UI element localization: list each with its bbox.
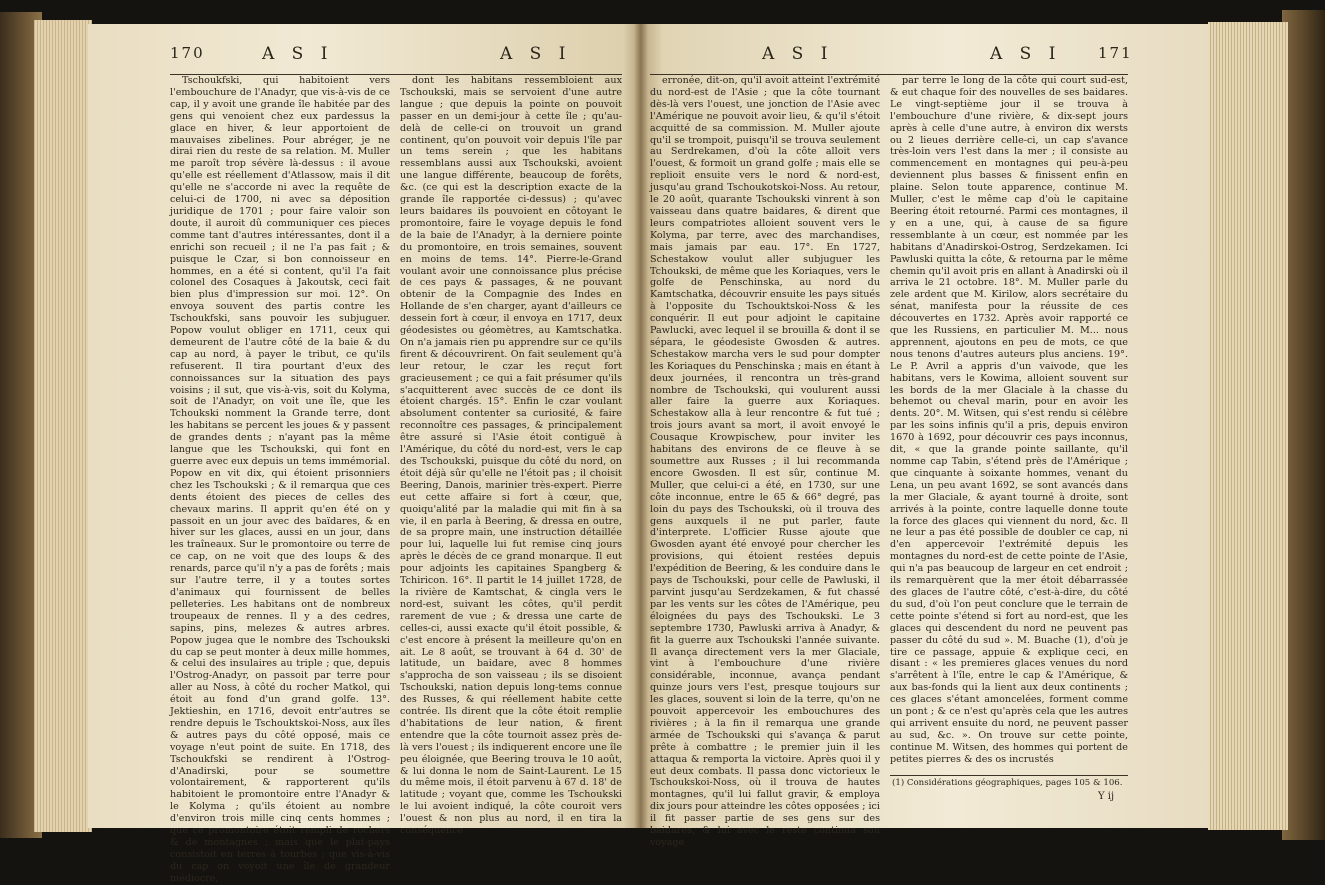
right-running-head-1: A S I bbox=[762, 44, 834, 64]
right-running-head-2: A S I bbox=[990, 44, 1062, 64]
footnote: (1) Considérations géographiques, pages 105 & 106. bbox=[892, 778, 1123, 788]
right-page-column-2 bbox=[890, 75, 1128, 773]
right-page-header bbox=[650, 44, 1133, 74]
page-stack-right bbox=[1208, 22, 1288, 830]
page-stack-left bbox=[34, 20, 92, 832]
left-running-head-2: A S I bbox=[500, 44, 572, 64]
left-column-2-text: dont les habitans ressembloient aux Tschoukski, mais se servoient d'une autre langue ; que depuis la pointe on pouvoit passer en un demi-jour à cette île ; qu'au-delà de celle-ci on trouvoit un grand continent, qu'on pouvoit voir depuis l'île par un tems serein ; que les habitans ressemblans aussi aux Tschoukski, avoient une langue différente, beaucoup de forêts, &c. (ce qui est la description exacte de la grande île rapportée ci-dessus) ; qu'avec leurs baidares ils pouvoient en côtoyant le promontoire, faire le voyage depuis le fond de la baie de l'Anadyr, à la derniere pointe du promontoire, en trois semaines, souvent en moins de tems. 14°. Pierre-le-Grand voulant avoir une connoissance plus précise de ces pays & passages, & ne pouvant obtenir de la Compagnie des Indes en Hollande de s'en charger, ayant d'ailleurs ce dessein fort à cœur, il envoya en 1717, deux géodesistes ou géomètres, au Kamtschatka. On n'a jamais rien pu apprendre sur ce qu'ils firent & découvrirent. On fait seulement qu'à leur retour, le czar les reçut fort gracieusement ; ce qui a fait présumer qu'ils s'acquitterent avec succès de ce dont ils étoient chargés. 15°. Enfin le czar voulant absolument contenter sa curiosité, & faire reconnoître ces passages, & principalement être assuré si l'Asie étoit contiguë à l'Amérique, du côté du nord-est, vers le cap des Tschoukski, puisque du côté du nord, on étoit déjà sûr qu'elle ne l'étoit pas ; il choisit Beering, Danois, marinier très-expert. Pierre eut cette affaire si fort à cœur, que, quoiqu'alité par la maladie qui mit fin à sa vie, il en parla à Beering, & dressa en outre, de sa propre main, une instruction détaillée pour lui, laquelle lui fut remise cinq jours après le décès de ce grand monarque. Il eut pour adjoints les capitaines Spangberg & Tchiricon. 16°. Il partit le 14 juillet 1728, de la rivière de Kamtschat, & cingla vers le nord-est, suivant les côtes, qu'il perdit rarement de vue ; & dressa une carte de celles-ci, aussi exacte qu'il étoit possible, & c'est encore à présent la meilleure qu'on en ait. Le 8 août, se trouvant à 64 d. 30' de latitude, un baidare, avec 8 hommes s'approcha de son vaisseau ; ils se disoient Tschoukski, nation depuis long-tems connue des Russes, & qui réellement habite cette contrée. Ils dirent que la côte étoit remplie d'habitations de leur nation, & firent entendre que la côte tournoit assez près de-là vers l'ouest ; ils indiquerent encore une île peu éloignée, que Beering trouva le 10 août, & lui donna le nom de Saint-Laurent. Le 15 du même mois, il étoit parvenu à 67 d. 18' de latitude ; voyant que, comme les Tschoukski le lui avoient indiqué, la côte couroit vers l'ouest & non plus au nord, il en tira la conséquence bbox=[400, 75, 622, 837]
book-cover-right-edge bbox=[1282, 10, 1325, 840]
footnote-rule bbox=[890, 775, 1128, 776]
left-running-head-1: A S I bbox=[262, 44, 334, 64]
right-page-number: 171 bbox=[1098, 44, 1133, 62]
left-page-column-2 bbox=[400, 75, 622, 837]
right-page-column-1 bbox=[650, 75, 880, 848]
book-gutter bbox=[634, 24, 648, 828]
left-page-number: 170 bbox=[170, 44, 205, 62]
right-column-2-text: par terre le long de la côte qui court sud-est, & eut chaque foir des nouvelles de ses baidares. Le vingt-septième jour il se trouva à l'embouchure d'une rivière, & dix-sept jours après à celle d'une autre, à environ dix wersts ou 2 lieues derrière celle-ci, un cap s'avance très-loin vers l'est dans la mer ; il consiste au commencement en montagnes qui peu-à-peu deviennent plus basses & finissent enfin en plaine. Selon toute apparence, continue M. Muller, c'est le même cap d'où le capitaine Beering étoit retourné. Parmi ces montagnes, il y en a une, qui, à cause de sa figure ressemblante à un cœur, est nommée par les habitans d'Anadirskoi-Ostrog, Serdzekamen. Ici Pawluski quitta la côte, & retourna par le même chemin qu'il avoit pris en allant à Anadirski où il arriva le 21 octobre. 18°. M. Muller parle du zele ardent que M. Kirilow, alors secrétaire du sénat, manifesta pour la réussite de ces découvertes en 1732. Après avoir rapporté ce que les Russiens, en particulier M. M... nous apprennent, ajoutons en peu de mots, ce que nous tenons d'autres auteurs plus anciens. 19°. Le P. Avril a appris d'un vaivode, que les habitans, vers le Kowima, alloient souvent sur les bords de la mer Glaciale à la chasse du behemot ou cheval marin, pour en avoir les dents. 20°. M. Witsen, qui s'est rendu si célèbre par les soins infinis qu'il a pris, depuis environ 1670 à 1692, pour découvrir ces pays inconnus, dit, « que la grande pointe saillante, qu'il nomme cap Tabin, s'étend près de l'Amérique ; que cinquante à soixante hommes, venant du Lena, un peu avant 1692, se sont avancés dans la mer Glaciale, & ayant tourné à droite, sont arrivés à la pointe, contre laquelle donne toute la force des glaces qui viennent du nord, &c. Il ne leur a pas été possible de doubler ce cap, ni d'en appercevoir l'extrémité depuis les montagnes du nord-est de cette pointe de l'Asie, qui n'a pas beaucoup de largeur en cet endroit ; ils remarquèrent que la mer étoit débarrassée des glaces de l'autre côté, c'est-à-dire, du côté du sud, d'où l'on peut conclure que le terrain de cette pointe s'étend si fort au nord-est, que les glaces qui descendent du nord ne peuvent pas passer du côté du sud ». M. Buache (1), d'où je tire ce passage, appuie & explique ceci, en disant : « les premieres glaces venues du nord s'arrêtent à l'île, entre le cap & l'Amérique, & aux bas-fonds qui la lient aux deux continents ; ces glaces s'étant amoncelées, forment comme un pont ; & ce n'est qu'après cela que les autres qui arrivent ensuite du nord, ne peuvent passer au sud, &c. ». On trouve sur cette pointe, continue M. Witsen, des hommes qui portent de petites pierres & des os incrustés bbox=[890, 75, 1128, 765]
left-page-header bbox=[170, 44, 620, 74]
right-column-1-text: erronée, dit-on, qu'il avoit atteint l'extrémité du nord-est de l'Asie ; que la côte tournant dès-là vers l'ouest, une jonction de l'Asie avec l'Amérique ne pouvoit avoir lieu, & qu'il s'étoit acquitté de sa commission. M. Muller ajoute qu'il se trompoit, puisqu'il se trouva seulement au Serdrekamen, d'où la côte alloit vers l'ouest, & formoit un grand golfe ; mais elle se replioit ensuite vers le nord & nord-est, jusqu'au grand Tschoukotskoi-Noss. Au retour, le 20 août, quarante Tschoukski vinrent à son vaisseau dans quatre baidares, & dirent que leurs compatriotes alloient souvent vers le Kolyma, par terre, avec des marchandises, mais jamais par eau. 17°. En 1727, Schestakow voulut aller subjuguer les Tchoukski, de même que les Koriaques, vers le golfe de Penschinska, au nord du Kamtschatka, découvrir ensuite les pays situés à l'opposite du Tschouktskoi-Noss & les conquérir. Il eut pour adjoint le capitaine Pawlucki, avec lequel il se brouilla & dont il se sépara, le géodesiste Gwosden & autres. Schestakow marcha vers le sud pour dompter les Koriaques du Penschinska ; mais en étant à deux journées, il rencontra un très-grand nombre de Tschoukski, qui voulurent aussi aller faire la guerre aux Koriaques. Schestakow alla à leur rencontre & fut tué ; trois jours avant sa mort, il avoit envoyé le Cousaque Krowpischew, pour inviter les habitans des environs de ce fleuve à se soumettre aux Russes ; il lui recommanda encore Gwosden. Il est sûr, continue M. Muller, que celui-ci a été, en 1730, sur une côte inconnue, entre le 65 & 66° degré, pas loin du pays des Tschoukski, où il trouva des gens auxquels il ne put parler, faute d'interprete. L'officier Russe ajoute que Gwosden ayant été envoyé pour chercher les provisions, qui étoient restées depuis l'expédition de Beering, & les conduire dans le pays de Tschoukski, pour celle de Pawluski, il parvint jusqu'au Serdzekamen, & fut chassé par les vents sur les côtes de l'Amérique, peu éloignées du pays des Tschoukski. Le 3 septembre 1730, Pawluski arriva à Anadyr, & fit la guerre aux Tschoukski l'année suivante. Il avança directement vers la mer Glaciale, vint à l'embouchure d'une rivière considérable, inconnue, avança pendant quinze jours vers l'est, presque toujours sur les glaces, souvent si loin de la terre, qu'on ne pouvoit appercevoir les embouchures des rivières ; à la fin il remarqua une grande armée de Tschoukski qui s'avança & parut prête à combattre ; le premier juin il les attaqua & remporta la victoire. Après quoi il y eut deux combats. Il passa donc victorieux le Tschoukskoi-Noss, où il trouva de hautes montagnes, qu'il lui fallut gravir, & employa dix jours pour atteindre les côtes opposées ; ici il fit passer partie de ses gens sur des baidares, & lui avec le reste continua son voyage bbox=[650, 75, 880, 848]
left-page-column-1 bbox=[170, 75, 390, 884]
left-column-1-text: Tschoukfski, qui habitoient vers l'embouchure de l'Anadyr, que vis-à-vis de ce cap, il y avoit une grande île habitée par des gens qui venoient chez eux pardessus la glace en hiver, & leur apportoient de mauvaises zibelines. Pour abréger, je ne dirai rien du reste de sa relation. M. Muller me paroît trop sévère là-dessus : il avoue qu'elle est réellement d'Atlassow, mais il dit qu'elle ne s'accorde ni avec la requête de celui-ci de 1700, ni avec sa déposition juridique de 1701 ; pour faire valoir son doute, il auroit dû communiquer ces pieces comme tant d'autres intéressantes, dont il a enrichi son recueil ; il ne l'a pas fait ; & puisque le Czar, si bon connoisseur en hommes, en a été si content, qu'il l'a fait colonel des Cosaques à Jakoutsk, ceci fait bien plus d'impression sur moi. 12°. On envoya souvent des partis contre les Tschoukfski, sans pouvoir les subjuguer. Popow voulut obliger en 1711, ceux qui demeurent de l'autre côté de la baie & du cap au nord, à payer le tribut, ce qu'ils refuserent. Il tira pourtant d'eux des connoissances sur la situation des pays voisins ; il sut, que vis-à-vis, soit du Kolyma, soit de l'Anadyr, on voit une île, que les Tchoukski nomment la Grande terre, dont les habitans se percent les joues & y passent de grandes dents ; n'ayant pas la même langue que les Tschoukski, qui font en guerre avec eux depuis un tems immémorial. Popow en vit dix, qui étoient prisonniers chez les Tschoukski ; & il remarqua que ces dents étoient des pieces de celles des chevaux marins. Il apprit qu'en été on y passoit en un jour avec des baïdares, & en hiver sur les glaces, aussi en un jour, dans les traîneaux. Sur le promontoire ou terre de ce cap, on ne voit que des loups & des renards, parce qu'il n'y a pas de forêts ; mais sur l'autre terre, il y a toutes sortes d'animaux qui fournissent de belles pelleteries. Les habitans ont de nombreux troupeaux de rennes. Il y a des cedres, sapins, pins, melezes & autres arbres. Popow jugea que le nombre des Tschoukski du cap se peut monter à deux mille hommes, & celui des insulaires au triple ; que, depuis l'Ostrog-Anadyr, on passoit par terre pour aller au Noss, à côté du rocher Matkol, qui étoit au fond d'un grand golfe. 13°. Jektieshin, en 1716, devoit entr'autres se rendre depuis le Tschouktskoi-Noss, aux îles & autres pays du côté opposé, mais ce voyage n'eut point de suite. En 1718, des Tschoukfski se rendirent à l'Ostrog-d'Anadirski, pour se soumettre volontairement, & rapporterent qu'ils habitoient le promontoire entre l'Anadyr & le Kolyma ; qu'ils étoient au nombre d'environ trois mille cinq cents hommes ; que ce promontoire étoit rempli de rochers & de montagnes ; mais que le plat-pays consistoit en terres à tourbes ; que vis-à-vis du cap on voyoit une île de grandeur médiocre, bbox=[170, 75, 390, 884]
signature-mark: Y ij bbox=[1098, 791, 1115, 802]
